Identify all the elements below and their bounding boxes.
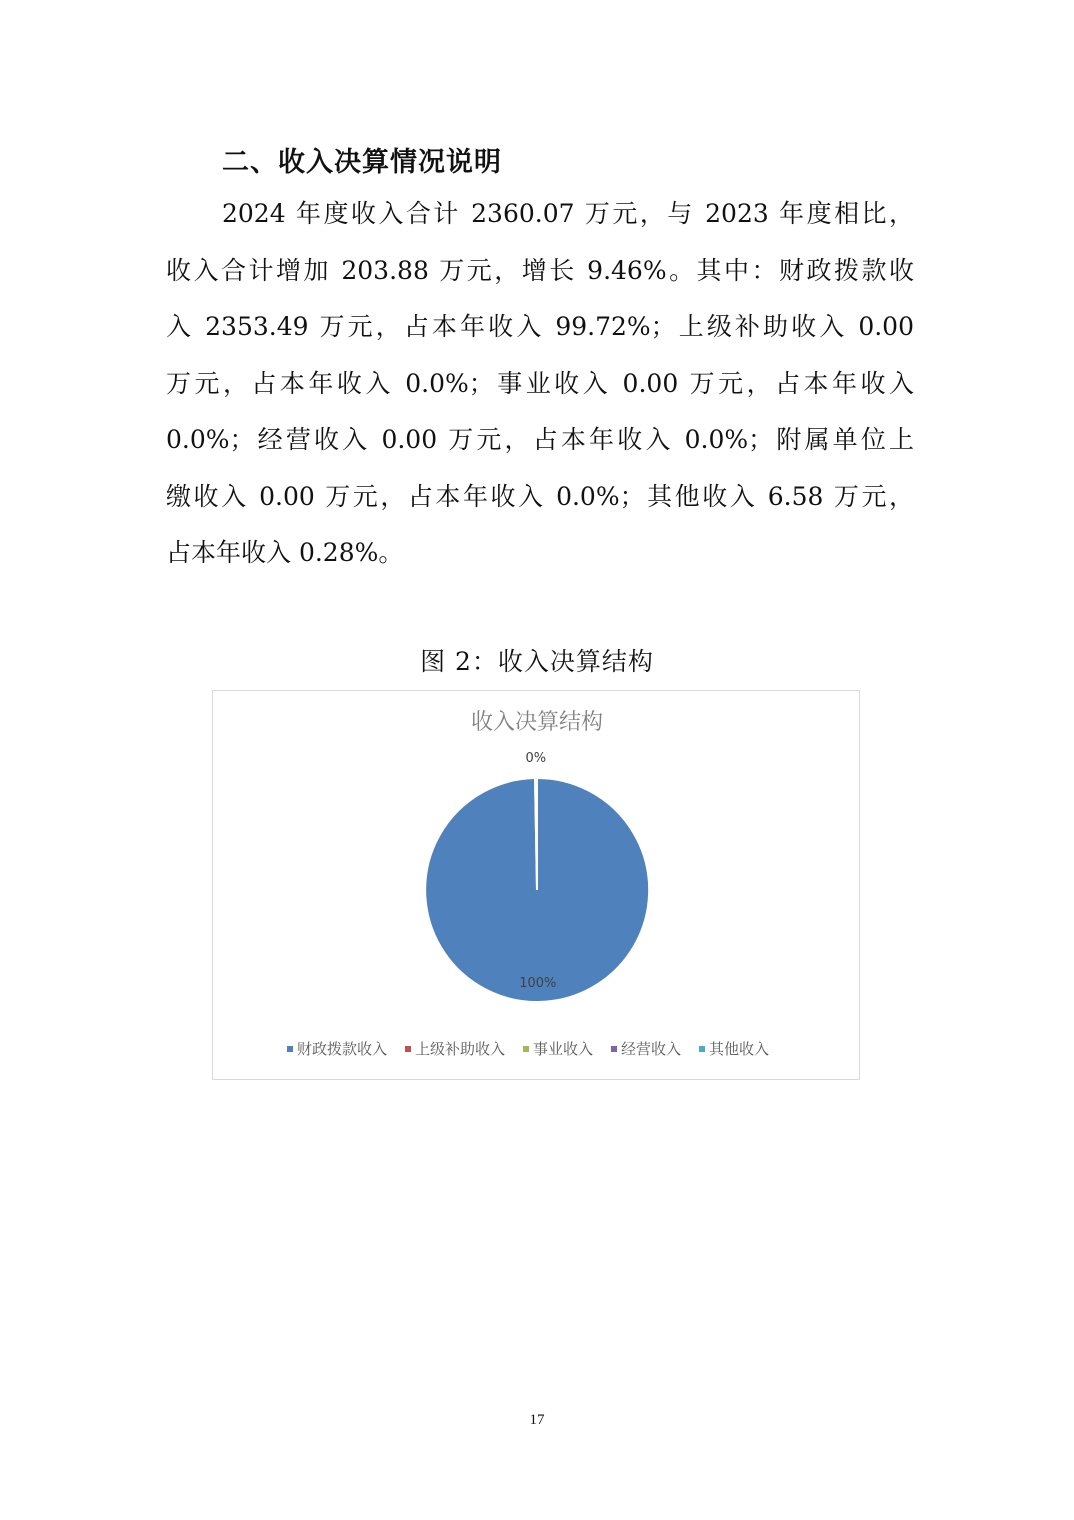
legend-label-4: 经营收入 — [621, 1040, 682, 1058]
paragraph-line: 缴收入 0.00 万元，占本年收入 0.0%；其他收入 6.58 万元， — [166, 481, 914, 511]
page-number: 17 — [529, 1412, 545, 1428]
section-heading: 二、收入决算情况说明 — [222, 147, 502, 178]
legend-marker-1 — [287, 1046, 293, 1052]
chart-title: 收入决算结构 — [470, 710, 604, 735]
paragraph-line: 0.0%；经营收入 0.00 万元，占本年收入 0.0%；附属单位上 — [166, 425, 914, 454]
legend-marker-4 — [611, 1046, 617, 1052]
legend-marker-2 — [405, 1046, 411, 1052]
legend-label-3: 事业收入 — [533, 1040, 594, 1058]
data-label-1: 100% — [519, 976, 557, 991]
legend-marker-5 — [699, 1046, 705, 1052]
paragraph-line: 万元，占本年收入 0.0%；事业收入 0.00 万元，占本年收入 — [166, 368, 914, 398]
income-description-paragraph — [166, 186, 914, 582]
legend-label-2: 上级补助收入 — [415, 1040, 506, 1058]
pie-chart-svg — [213, 691, 861, 1081]
paragraph-line: 2024 年度收入合计 2360.07 万元，与 2023 年度相比， — [222, 199, 914, 228]
paragraph-line: 收入合计增加 203.88 万元，增长 9.46%。其中：财政拨款收 — [166, 255, 914, 285]
income-structure-chart — [212, 690, 860, 1080]
data-label-5: 0% — [525, 751, 547, 766]
legend-label-1: 财政拨款收入 — [297, 1040, 388, 1058]
paragraph-line: 占本年收入 0.28%。 — [166, 538, 404, 567]
legend-marker-3 — [523, 1046, 529, 1052]
paragraph-line: 入 2353.49 万元，占本年收入 99.72%；上级补助收入 0.00 — [166, 312, 914, 341]
figure-caption: 图 2：收入决算结构 — [420, 647, 654, 676]
legend-label-5: 其他收入 — [709, 1040, 770, 1058]
